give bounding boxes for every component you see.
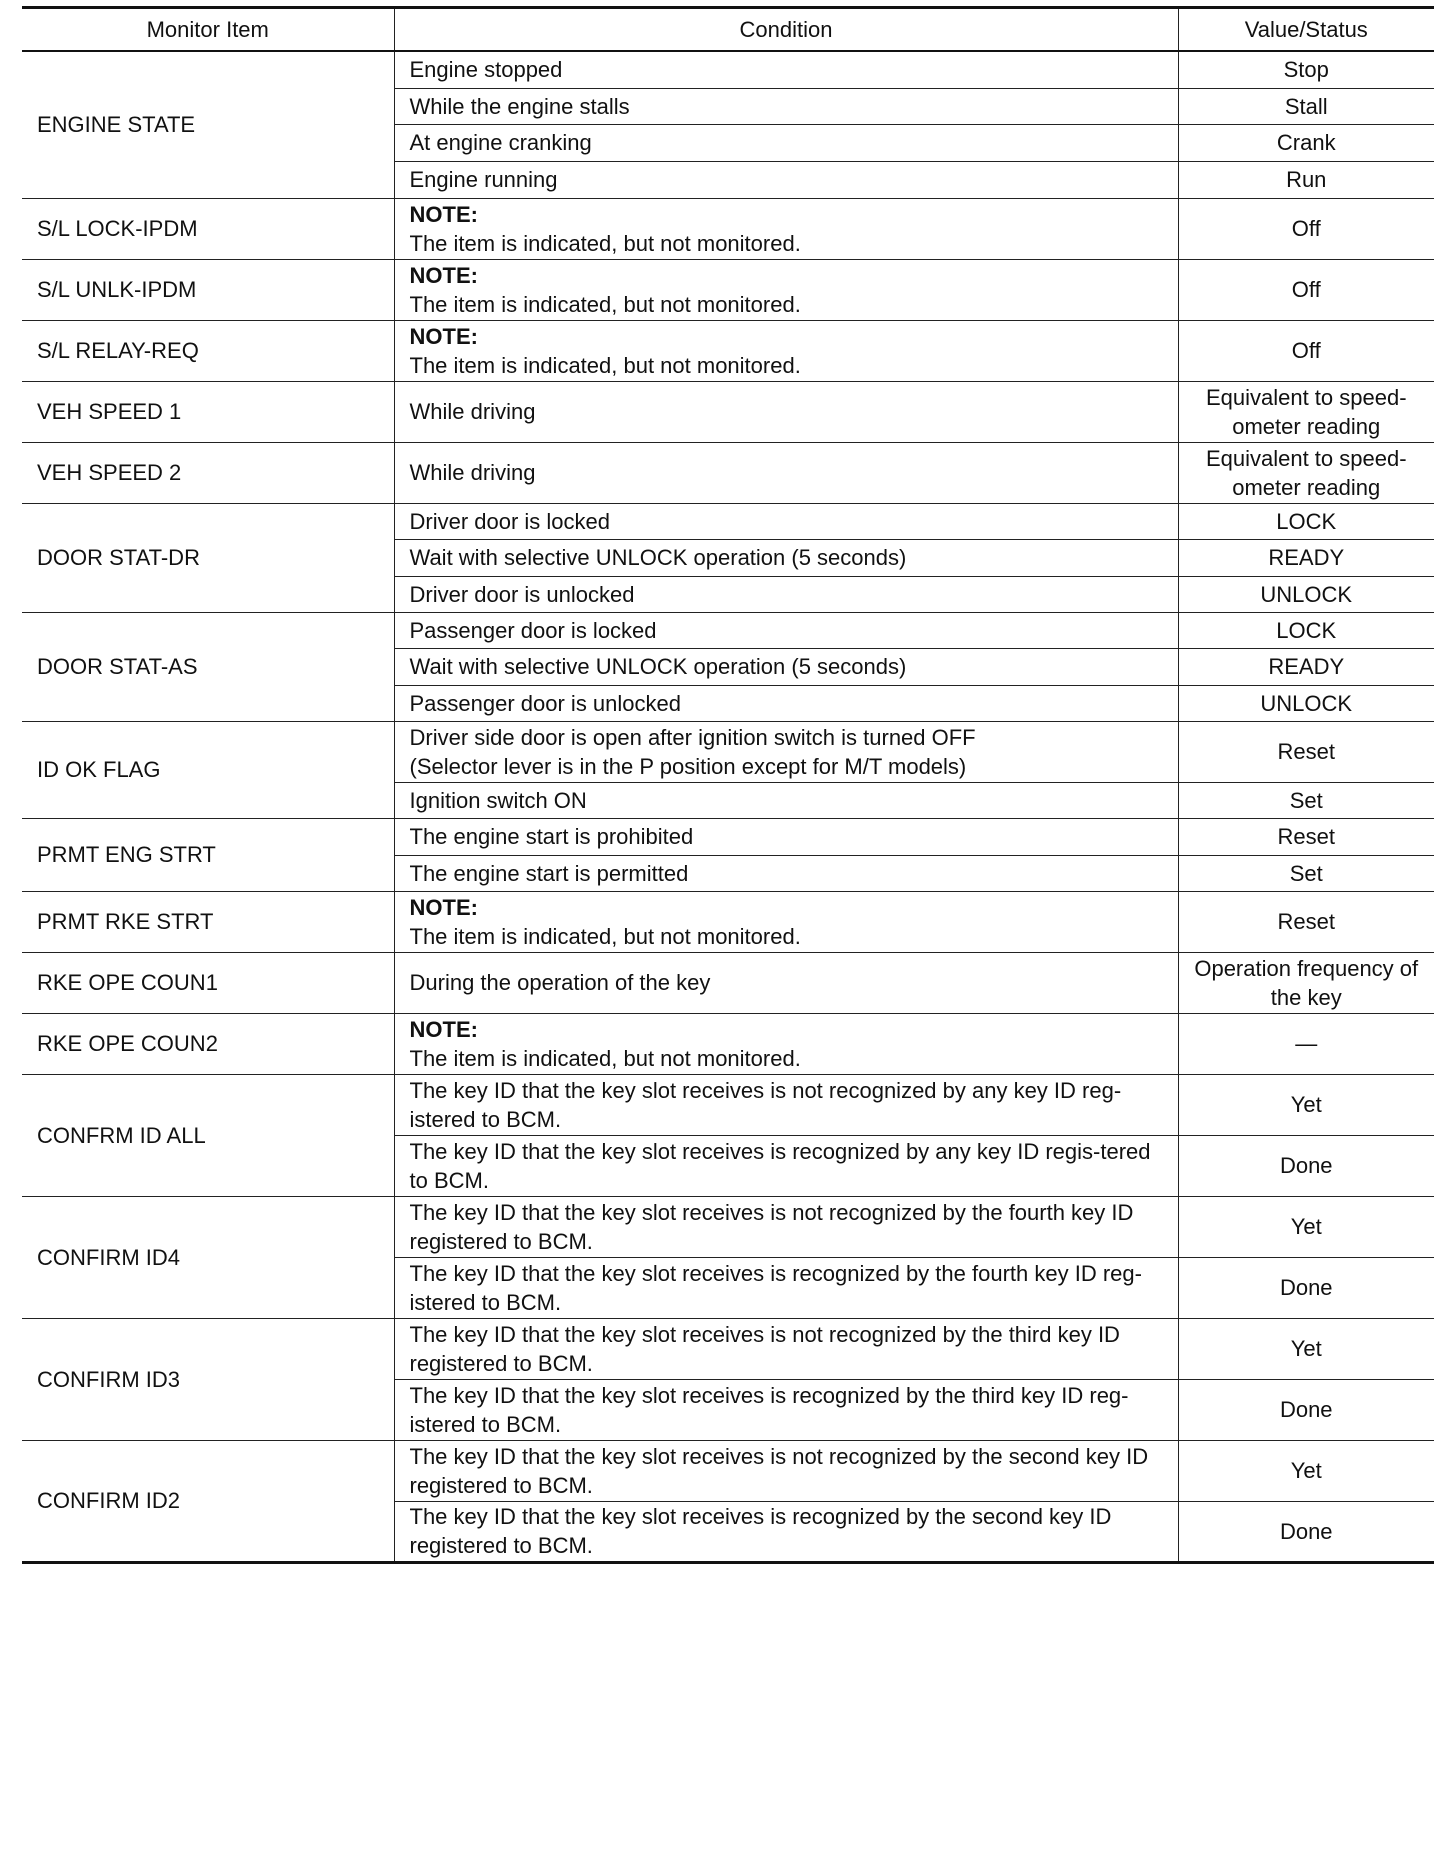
condition-text: Wait with selective UNLOCK operation (5 seconds)	[409, 545, 907, 570]
condition-cell	[394, 1379, 1178, 1440]
condition-cell	[394, 51, 1178, 88]
condition-text: Passenger door is unlocked	[409, 690, 681, 716]
table-row	[22, 198, 1434, 259]
condition-cell	[394, 381, 1178, 442]
header-value-status: Value/Status	[1178, 8, 1434, 52]
condition-cell	[394, 1257, 1178, 1318]
value-status-cell: Reset	[1178, 721, 1434, 782]
value-status-cell: Off	[1178, 259, 1434, 320]
table-row	[22, 503, 1434, 539]
condition-text: The engine start is prohibited	[409, 824, 694, 849]
note-label: NOTE:	[409, 1016, 478, 1042]
condition-cell	[394, 721, 1178, 782]
condition-text: The engine start is permitted	[409, 860, 689, 886]
condition-text: The item is indicated, but not monitored.	[409, 230, 801, 256]
condition-text: Driver door is locked	[409, 508, 611, 534]
condition-cell	[394, 818, 1178, 855]
condition-cell	[394, 161, 1178, 198]
note-label: NOTE:	[409, 894, 478, 920]
condition-cell	[394, 576, 1178, 612]
value-status-cell: UNLOCK	[1178, 685, 1434, 721]
condition-cell	[394, 1135, 1178, 1196]
table-header-row	[22, 8, 1434, 52]
value-status-cell: Stall	[1178, 88, 1434, 124]
note-label: NOTE:	[409, 323, 478, 349]
condition-cell	[394, 1013, 1178, 1074]
table-row	[22, 1196, 1434, 1257]
condition-text: Engine running	[409, 167, 558, 192]
table-body	[22, 51, 1434, 1562]
condition-cell	[394, 503, 1178, 539]
condition-text: Wait with selective UNLOCK operation (5 seconds)	[409, 654, 907, 679]
value-status-cell: LOCK	[1178, 612, 1434, 648]
value-status-cell: Reset	[1178, 818, 1434, 855]
condition-text: The key ID that the key slot receives is recognized by the fourth key ID reg-istered to BCM.	[409, 1260, 1142, 1315]
condition-cell	[394, 685, 1178, 721]
condition-text: At engine cranking	[409, 130, 592, 155]
value-status-cell: Yet	[1178, 1074, 1434, 1135]
condition-text: The item is indicated, but not monitored.	[409, 291, 801, 317]
condition-text: Passenger door is locked	[409, 617, 657, 643]
condition-text: Driver door is unlocked	[409, 581, 635, 607]
table-row	[22, 1074, 1434, 1135]
table-row	[22, 51, 1434, 88]
condition-cell	[394, 648, 1178, 685]
value-status-cell: Reset	[1178, 891, 1434, 952]
condition-text-line-2: (Selector lever is in the P position except for M/T models)	[409, 753, 967, 779]
table-row	[22, 1318, 1434, 1379]
condition-text: The item is indicated, but not monitored.	[409, 1045, 801, 1071]
condition-text: While the engine stalls	[409, 93, 630, 119]
value-status-cell: Yet	[1178, 1440, 1434, 1501]
condition-cell	[394, 1074, 1178, 1135]
condition-cell	[394, 1501, 1178, 1562]
condition-cell	[394, 320, 1178, 381]
condition-text: The key ID that the key slot receives is not recognized by the fourth key ID registered to BCM.	[409, 1199, 1134, 1254]
condition-cell	[394, 782, 1178, 818]
monitor-item-cell: DOOR STAT-AS	[22, 612, 394, 721]
value-status-cell: READY	[1178, 648, 1434, 685]
monitor-item-cell: RKE OPE COUN2	[22, 1013, 394, 1074]
monitor-item-cell: VEH SPEED 2	[22, 442, 394, 503]
condition-text: While driving	[409, 399, 536, 424]
condition-cell	[394, 442, 1178, 503]
value-status-cell: Set	[1178, 855, 1434, 891]
value-status-cell: Done	[1178, 1379, 1434, 1440]
condition-cell	[394, 539, 1178, 576]
condition-cell	[394, 1318, 1178, 1379]
condition-text: During the operation of the key	[409, 970, 711, 995]
table-row	[22, 442, 1434, 503]
monitor-item-cell: CONFIRM ID4	[22, 1196, 394, 1318]
monitor-item-cell: ENGINE STATE	[22, 51, 394, 198]
value-status-cell: Equivalent to speed-ometer reading	[1178, 442, 1434, 503]
monitor-item-cell: CONFIRM ID2	[22, 1440, 394, 1562]
monitor-item-table	[22, 6, 1434, 1564]
condition-cell	[394, 259, 1178, 320]
condition-text: The key ID that the key slot receives is not recognized by the third key ID registered to BCM.	[409, 1321, 1120, 1376]
value-status-cell: Off	[1178, 320, 1434, 381]
condition-cell	[394, 124, 1178, 161]
value-status-cell: LOCK	[1178, 503, 1434, 539]
condition-text: The key ID that the key slot receives is not recognized by any key ID reg-istered to BCM.	[409, 1077, 1122, 1132]
value-status-cell: Yet	[1178, 1196, 1434, 1257]
value-status-cell: Off	[1178, 198, 1434, 259]
condition-cell	[394, 855, 1178, 891]
value-status-cell: Stop	[1178, 51, 1434, 88]
value-status-cell: Operation frequency of the key	[1178, 952, 1434, 1013]
monitor-item-cell: S/L RELAY-REQ	[22, 320, 394, 381]
condition-cell	[394, 891, 1178, 952]
monitor-item-cell: DOOR STAT-DR	[22, 503, 394, 612]
table-row	[22, 612, 1434, 648]
monitor-item-cell: PRMT RKE STRT	[22, 891, 394, 952]
value-status-cell: Crank	[1178, 124, 1434, 161]
value-status-cell: Yet	[1178, 1318, 1434, 1379]
condition-cell	[394, 88, 1178, 124]
value-status-cell: Done	[1178, 1257, 1434, 1318]
condition-text: The key ID that the key slot receives is not recognized by the second key ID registered to BCM.	[409, 1443, 1149, 1498]
value-status-cell: Equivalent to speed-ometer reading	[1178, 381, 1434, 442]
condition-text: While driving	[409, 460, 536, 485]
condition-text: The key ID that the key slot receives is recognized by any key ID regis-tered to BCM.	[409, 1138, 1151, 1193]
table-row	[22, 952, 1434, 1013]
condition-cell	[394, 198, 1178, 259]
condition-cell	[394, 952, 1178, 1013]
value-status-cell: UNLOCK	[1178, 576, 1434, 612]
monitor-item-cell: CONFRM ID ALL	[22, 1074, 394, 1196]
table-row	[22, 320, 1434, 381]
monitor-item-cell: S/L UNLK-IPDM	[22, 259, 394, 320]
note-label: NOTE:	[409, 201, 478, 227]
condition-cell	[394, 1440, 1178, 1501]
condition-cell	[394, 1196, 1178, 1257]
value-status-cell: —	[1178, 1013, 1434, 1074]
condition-text: The key ID that the key slot receives is recognized by the second key ID registered to BCM.	[409, 1504, 1112, 1558]
monitor-item-cell: PRMT ENG STRT	[22, 818, 394, 891]
table-row	[22, 721, 1434, 782]
table-row	[22, 891, 1434, 952]
value-status-cell: Set	[1178, 782, 1434, 818]
table-row	[22, 1440, 1434, 1501]
condition-text: Driver side door is open after ignition switch is turned OFF	[409, 724, 976, 750]
note-label: NOTE:	[409, 262, 478, 288]
condition-text: Engine stopped	[409, 57, 563, 83]
table-row	[22, 1013, 1434, 1074]
table-row	[22, 818, 1434, 855]
condition-text: Ignition switch ON	[409, 787, 587, 813]
monitor-item-cell: CONFIRM ID3	[22, 1318, 394, 1440]
header-monitor-item: Monitor Item	[22, 8, 394, 52]
monitor-item-cell: VEH SPEED 1	[22, 381, 394, 442]
table-row	[22, 259, 1434, 320]
header-condition: Condition	[394, 8, 1178, 52]
condition-text: The key ID that the key slot receives is recognized by the third key ID reg-istered to BCM.	[409, 1382, 1129, 1437]
table-row	[22, 381, 1434, 442]
condition-text: The item is indicated, but not monitored.	[409, 923, 801, 949]
monitor-item-cell: RKE OPE COUN1	[22, 952, 394, 1013]
monitor-item-cell: S/L LOCK-IPDM	[22, 198, 394, 259]
condition-text: The item is indicated, but not monitored.	[409, 352, 801, 378]
value-status-cell: Done	[1178, 1501, 1434, 1562]
condition-cell	[394, 612, 1178, 648]
value-status-cell: Done	[1178, 1135, 1434, 1196]
value-status-cell: Run	[1178, 161, 1434, 198]
value-status-cell: READY	[1178, 539, 1434, 576]
monitor-item-cell: ID OK FLAG	[22, 721, 394, 818]
